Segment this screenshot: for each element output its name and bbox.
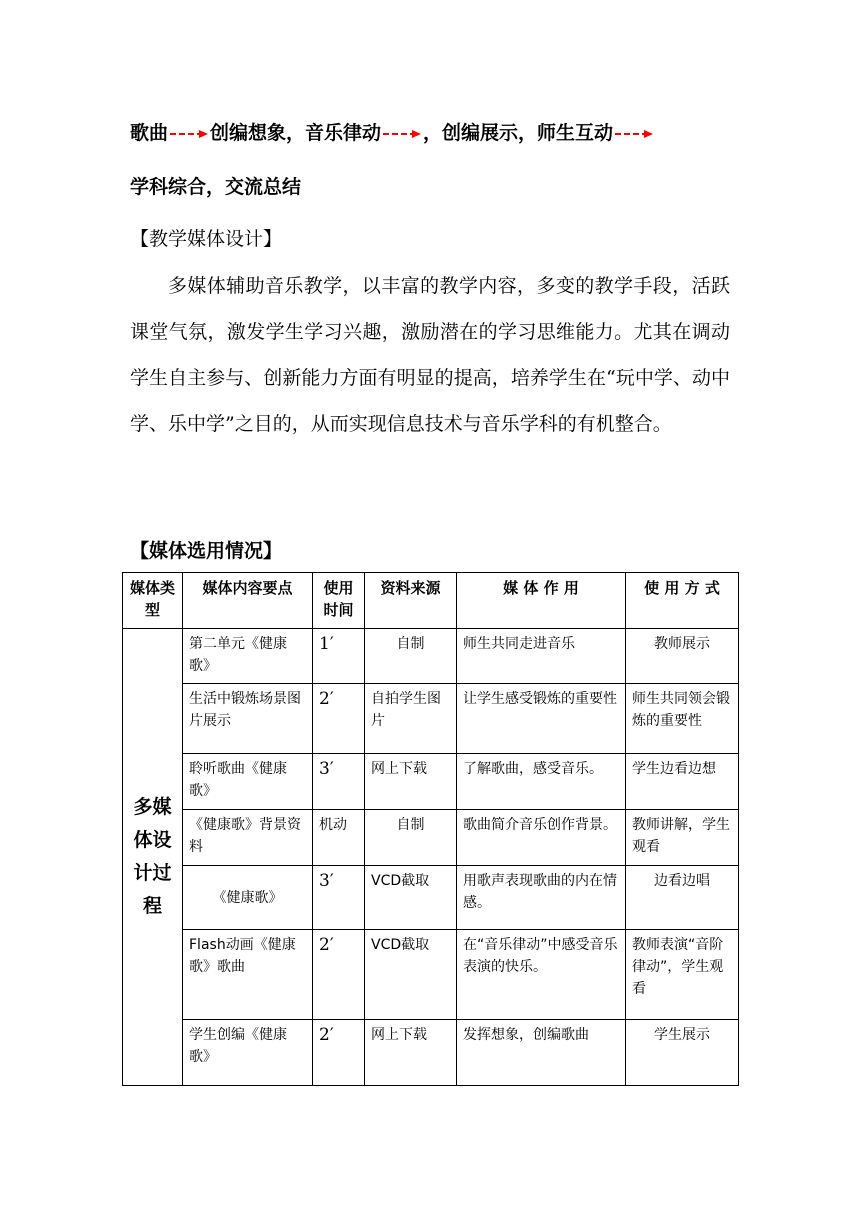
cell-time: 2′ [313,1020,365,1086]
table-row [123,1020,739,1086]
cell-content: 学生创编《健康歌》 [183,1020,313,1086]
flow-line-1 [130,118,655,145]
header-effect: 媒 体 作 用 [457,573,626,629]
cell-effect: 发挥想象，创编歌曲 [457,1020,626,1086]
media-design-paragraph: 多媒体辅助音乐教学，以丰富的教学内容，多变的教学手段，活跃课堂气氛，激发学生学习兴趣，激励潜在的学习思维能力。尤其在调动学生自主参与、创新能力方面有明显的提高，培养学生在“玩中学、动中学、乐中学”之目的，从而实现信息技术与音乐学科的有机整合。 [130,275,730,435]
media-selection-table [122,572,739,1086]
cell-effect: 在“音乐律动”中感受音乐表演的快乐。 [457,930,626,1020]
cell-source: VCD截取 [365,930,457,1020]
cell-source: 网上下载 [365,754,457,810]
cell-content: 第二单元《健康歌》 [183,629,313,684]
cell-time: 3′ [313,866,365,930]
cell-source: VCD截取 [365,866,457,930]
cell-source: 自拍学生图片 [365,684,457,754]
cell-effect: 了解歌曲，感受音乐。 [457,754,626,810]
cell-source: 自制 [365,810,457,866]
cell-time: 2′ [313,684,365,754]
arrow-right-icon [169,124,209,144]
table-row [123,930,739,1020]
header-time: 使用时间 [313,573,365,629]
cell-content: 生活中锻炼场景图片展示 [183,684,313,754]
table-row [123,810,739,866]
cell-effect: 用歌声表现歌曲的内在情感。 [457,866,626,930]
cell-content: 《健康歌》背景资料 [183,810,313,866]
section-heading-media-design: 【教学媒体设计】 [130,228,283,250]
cell-effect: 师生共同走进音乐 [457,629,626,684]
cell-method: 教师表演“音阶律动”，学生观看 [626,930,739,1020]
flow-item-2: 创编想象，音乐律动 [210,122,382,144]
header-source: 资料来源 [365,573,457,629]
arrow-right-icon [382,124,422,144]
header-media-type: 媒体类型 [123,573,183,629]
cell-method: 学生展示 [626,1020,739,1086]
cell-method: 教师展示 [626,629,739,684]
flow-item-3: ，创编展示，师生互动 [423,122,614,144]
cell-time: 2′ [313,930,365,1020]
cell-method: 师生共同领会锻炼的重要性 [626,684,739,754]
cell-method: 边看边唱 [626,866,739,930]
table-row [123,684,739,754]
section-heading-media-selection: 【媒体选用情况】 [130,540,283,562]
cell-source: 网上下载 [365,1020,457,1086]
table-row [123,754,739,810]
flow-item-1: 歌曲 [130,122,169,144]
cell-time: 3′ [313,754,365,810]
arrow-right-icon [614,124,654,144]
cell-time: 1′ [313,629,365,684]
cell-source: 自制 [365,629,457,684]
cell-effect: 歌曲简介音乐创作背景。 [457,810,626,866]
header-method: 使 用 方 式 [626,573,739,629]
header-content: 媒体内容要点 [183,573,313,629]
cell-method: 学生边看边想 [626,754,739,810]
cell-effect: 让学生感受锻炼的重要性 [457,684,626,754]
table-header-row [123,573,739,629]
cell-content: 《健康歌》 [183,866,313,930]
flow-line-2: 学科综合，交流总结 [130,176,302,198]
table-row [123,866,739,930]
cell-content: Flash动画《健康歌》歌曲 [183,930,313,1020]
table-row [123,629,739,684]
cell-time: 机动 [313,810,365,866]
media-type-cell: 多媒体设计过程 [123,629,183,1086]
cell-method: 教师讲解，学生观看 [626,810,739,866]
cell-content: 聆听歌曲《健康歌》 [183,754,313,810]
